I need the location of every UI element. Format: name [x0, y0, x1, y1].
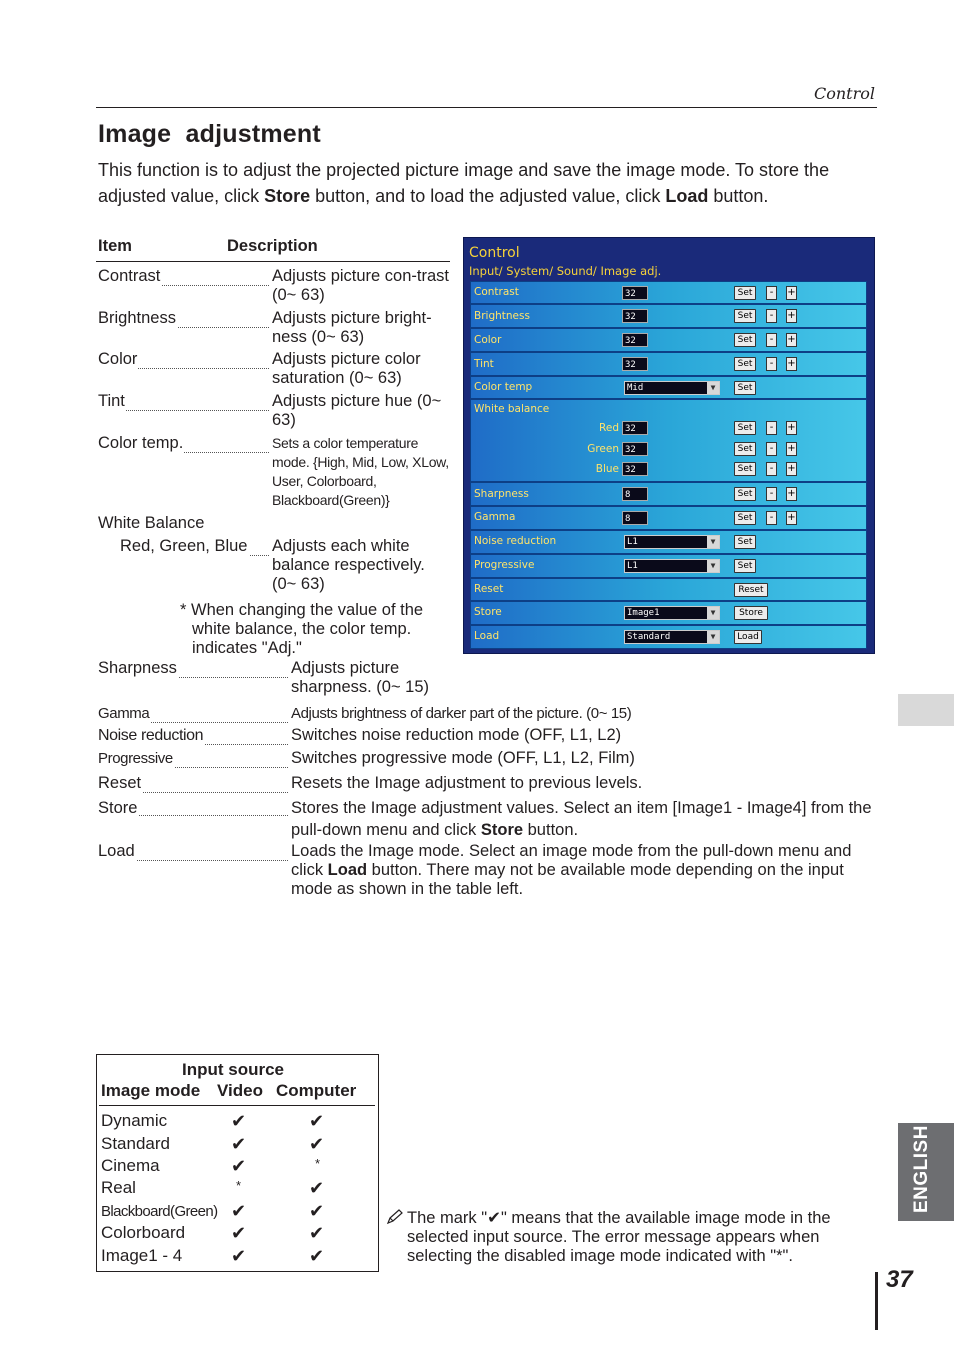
panel-row-tint: [470, 352, 867, 376]
panel-label: Sharpness: [474, 488, 529, 500]
item-desc: Adjusts picture sharpness. (0~ 15): [291, 659, 430, 696]
item-desc: Sets a color temperature mode. {High, Mid, Low, XLow, User, Colorboard, Blackboard(Green)}: [272, 435, 449, 508]
item-name: Reset: [98, 774, 142, 792]
section-label: Control: [813, 84, 875, 103]
table-row: [101, 1245, 325, 1267]
panel-row-contrast: [470, 281, 867, 304]
store-button[interactable]: Store: [734, 606, 768, 620]
blue-label: Blue: [595, 463, 619, 475]
contrast-minus-button[interactable]: -: [766, 286, 777, 300]
panel-row-gamma: [470, 506, 867, 530]
check-icon: ✔: [309, 1223, 325, 1243]
color-temp-select[interactable]: Mid ▼: [624, 381, 720, 395]
language-label: ENGLISH: [911, 1125, 932, 1213]
item-desc: Adjusts picture bright-ness (0~ 63): [272, 309, 432, 346]
green-minus-button[interactable]: -: [766, 442, 777, 456]
panel-label: Color temp: [474, 381, 533, 393]
store-term: Store: [264, 186, 311, 206]
panel-label: Tint: [474, 358, 494, 370]
panel-title: Control: [469, 245, 520, 261]
item-name: Contrast: [98, 267, 161, 285]
col-header-image-mode: Image mode: [101, 1081, 201, 1100]
red-label: Red: [599, 422, 619, 434]
sharpness-minus-button[interactable]: -: [766, 487, 777, 501]
item-desc: Stores the Image adjustment values. Select an item [Image1 - Image4] from the pull-down menu and click Store button.: [291, 799, 872, 839]
color-temp-set-button[interactable]: Set: [734, 381, 756, 395]
contrast-value[interactable]: 32: [622, 286, 648, 300]
chevron-down-icon: ▼: [707, 536, 719, 548]
tint-plus-button[interactable]: +: [787, 358, 796, 369]
item-desc: Switches noise reduction mode (OFF, L1, L2): [291, 726, 622, 744]
table-title: Input source: [182, 1060, 285, 1079]
progressive-select[interactable]: L1 ▼: [624, 559, 720, 573]
panel-row-color: [470, 328, 867, 352]
panel-row-noise-reduction: [470, 530, 867, 554]
mode-name: Cinema: [101, 1156, 160, 1175]
col-header-video: Video: [217, 1081, 263, 1100]
table-rule: [96, 261, 450, 262]
item-desc: Resets the Image adjustment to previous levels.: [291, 774, 643, 792]
col-header-computer: Computer: [276, 1081, 357, 1100]
gamma-plus-button[interactable]: +: [787, 512, 796, 523]
blue-plus-button[interactable]: +: [787, 463, 796, 474]
table-row: [101, 1133, 325, 1155]
check-icon: ✔: [231, 1134, 247, 1154]
mode-name: Real: [101, 1178, 136, 1197]
table-rule: [99, 1105, 375, 1106]
item-name: Progressive: [98, 750, 173, 767]
check-icon: ✔: [309, 1178, 325, 1198]
table-row: [101, 1222, 325, 1244]
store-select[interactable]: Image1 ▼: [624, 606, 720, 620]
green-set-button[interactable]: Set: [734, 442, 756, 456]
chevron-down-icon: ▼: [707, 560, 719, 572]
brightness-plus-button[interactable]: +: [787, 310, 796, 321]
check-icon: ✔: [231, 1246, 247, 1266]
color-value[interactable]: 32: [622, 333, 648, 347]
mode-name: Colorboard: [101, 1223, 186, 1242]
item-desc: Switches progressive mode (OFF, L1, L2, Film): [291, 749, 635, 767]
chevron-down-icon: ▼: [707, 382, 719, 394]
tint-set-button[interactable]: Set: [734, 357, 756, 371]
item-name: Tint: [98, 392, 125, 410]
check-icon: ✔: [231, 1156, 247, 1176]
color-plus-button[interactable]: +: [787, 334, 796, 345]
panel-breadcrumb: Input/ System/ Sound/ Image adj.: [469, 264, 662, 278]
table-row: [101, 1200, 325, 1222]
panel-row-sharpness: [470, 482, 867, 506]
white-balance-note: * When changing the value of the white balance, the color temp. indicates "Adj.": [180, 601, 424, 657]
red-plus-button[interactable]: +: [787, 422, 796, 433]
panel-row-progressive: [470, 554, 867, 578]
panel-label: Load: [474, 630, 500, 642]
pencil-icon: [386, 1209, 404, 1230]
check-icon: ✔: [309, 1111, 325, 1131]
noise-reduction-set-button[interactable]: Set: [734, 535, 756, 549]
load-button[interactable]: Load: [734, 630, 762, 644]
load-select[interactable]: Standard ▼: [624, 630, 720, 644]
sharpness-plus-button[interactable]: +: [787, 488, 796, 499]
red-minus-button[interactable]: -: [766, 421, 777, 435]
check-icon: ✔: [309, 1246, 325, 1266]
red-value[interactable]: 32: [622, 421, 648, 435]
sharpness-value[interactable]: 8: [622, 487, 648, 501]
blue-set-button[interactable]: Set: [734, 462, 756, 476]
item-desc: Adjusts picture con-trast (0~ 63): [272, 267, 449, 304]
item-name: Color temp.: [98, 434, 184, 452]
item-name: Gamma: [98, 705, 150, 722]
col-header-item: Item: [98, 237, 132, 255]
item-desc: Adjusts brightness of darker part of the picture. (0~ 15): [291, 705, 632, 722]
panel-label: Color: [474, 334, 502, 346]
green-value[interactable]: 32: [622, 442, 648, 456]
blue-value[interactable]: 32: [622, 462, 648, 476]
panel-label: Gamma: [474, 511, 516, 523]
check-icon: ✔: [309, 1134, 325, 1154]
tint-value[interactable]: 32: [622, 357, 648, 371]
progressive-set-button[interactable]: Set: [734, 559, 756, 573]
check-icon: ✔: [309, 1201, 325, 1221]
side-tab: [898, 694, 954, 726]
check-icon: ✔: [231, 1223, 247, 1243]
table-row: [101, 1177, 325, 1199]
item-name: Noise reduction: [98, 727, 204, 744]
panel-row-brightness: [470, 304, 867, 328]
item-desc: Adjusts picture color saturation (0~ 63): [272, 350, 421, 387]
gamma-value[interactable]: 8: [622, 511, 648, 525]
gamma-minus-button[interactable]: -: [766, 511, 777, 525]
panel-row-reset: [470, 578, 867, 601]
color-set-button[interactable]: Set: [734, 333, 756, 347]
chevron-down-icon: ▼: [707, 631, 719, 643]
gamma-set-button[interactable]: Set: [734, 511, 756, 525]
col-header-description: Description: [227, 237, 318, 255]
item-desc: Loads the Image mode. Select an image mode from the pull-down menu and click Load button. There may not be available mode depending on the input mode as shown in the table left.: [291, 842, 852, 898]
item-name: Load: [98, 842, 135, 860]
panel-row-load: [470, 625, 867, 649]
brightness-minus-button[interactable]: -: [766, 309, 777, 323]
page-number-rule: [875, 1272, 878, 1330]
mode-name: Standard: [101, 1134, 170, 1153]
item-name: Sharpness: [98, 659, 177, 677]
panel-label: Noise reduction: [474, 535, 557, 547]
item-name: Color: [98, 350, 138, 368]
item-desc: Adjusts picture hue (0~ 63): [272, 392, 442, 429]
item-name: Red, Green, Blue: [120, 537, 248, 555]
check-icon: ✔: [231, 1201, 247, 1221]
table-row: [101, 1110, 325, 1132]
item-name: Store: [98, 799, 138, 817]
chevron-down-icon: ▼: [707, 607, 719, 619]
language-tab: [898, 1123, 954, 1221]
page-number: 37: [886, 1266, 913, 1293]
panel-label: Reset: [474, 583, 504, 595]
item-name: Brightness: [98, 309, 176, 327]
panel-label: Progressive: [474, 559, 535, 571]
panel-label: Store: [474, 606, 502, 618]
intro-paragraph: This function is to adjust the projected picture image and save the image mode. To store the adjusted value, click Store button, and to load the adjusted value, click Load button.: [98, 160, 830, 206]
green-label: Green: [587, 443, 619, 455]
green-plus-button[interactable]: +: [787, 443, 796, 454]
check-icon: ✔: [231, 1111, 247, 1131]
panel-row-white-balance: [470, 399, 867, 482]
table-row: [101, 1155, 321, 1177]
reset-button[interactable]: Reset: [734, 583, 768, 597]
contrast-set-button[interactable]: Set: [734, 286, 756, 300]
unavailable-mark: *: [236, 1178, 242, 1193]
mode-name: Blackboard(Green): [101, 1203, 218, 1220]
color-minus-button[interactable]: -: [766, 333, 777, 347]
unavailable-mark: *: [315, 1156, 321, 1171]
header-rule: [96, 107, 877, 108]
load-term: Load: [665, 186, 709, 206]
page-title: Image adjustment: [98, 120, 321, 148]
tint-minus-button[interactable]: -: [766, 357, 777, 371]
footnote-text: The mark "✔" means that the available image mode in the selected input source. The error message appears when selecting the disabled image mode indicated with "*".: [407, 1209, 831, 1265]
panel-row-store: [470, 601, 867, 625]
panel-label: Contrast: [474, 286, 519, 298]
mode-name: Image1 - 4: [101, 1246, 183, 1265]
item-desc: Adjusts each white balance respectively. (0~ 63): [272, 537, 425, 593]
mode-name: Dynamic: [101, 1111, 168, 1130]
item-name: White Balance: [98, 514, 205, 532]
blue-minus-button[interactable]: -: [766, 462, 777, 476]
panel-label: Brightness: [474, 310, 530, 322]
contrast-plus-button[interactable]: +: [787, 287, 796, 298]
sharpness-set-button[interactable]: Set: [734, 487, 756, 501]
red-set-button[interactable]: Set: [734, 421, 756, 435]
control-panel-screenshot: [463, 237, 875, 654]
panel-row-color-temp: [470, 376, 867, 399]
brightness-value[interactable]: 32: [622, 309, 648, 323]
noise-reduction-select[interactable]: L1 ▼: [624, 535, 720, 549]
panel-label: White balance: [474, 403, 550, 415]
brightness-set-button[interactable]: Set: [734, 309, 756, 323]
